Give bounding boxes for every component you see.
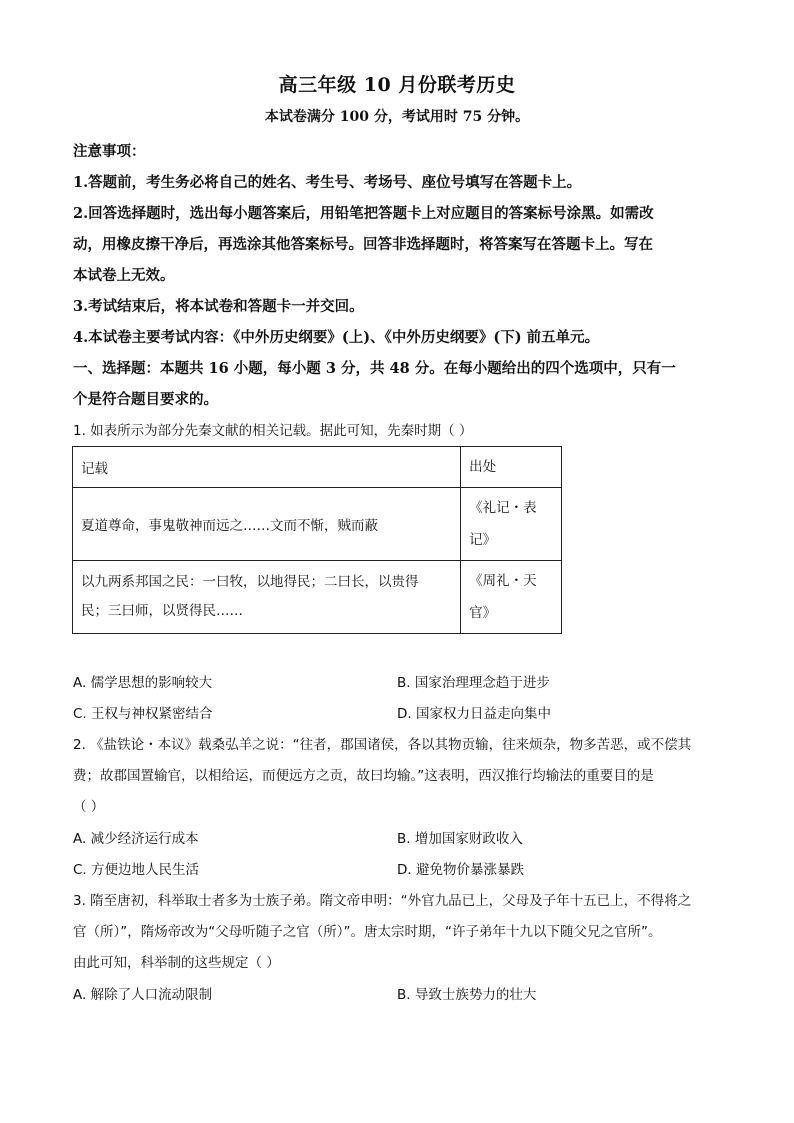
q1-option-d: D. 国家权力日益走向集中: [397, 706, 551, 722]
exam-title: 高三年级 10 月份联考历史: [278, 74, 516, 96]
notice-item-2-line-3: 本试卷上无效。: [73, 267, 175, 284]
q3-stem-line-2: 官（所）”，隋炀帝改为“父母听随子之官（所）”。唐太宗时期，“许子弟年十九以下随父兄之官所”。: [73, 924, 662, 940]
q2-option-c: C. 方便边地人民生活: [73, 862, 200, 878]
record-line: 民；三曰师，以贤得民……: [81, 603, 243, 619]
table-header-source: 出处: [461, 447, 562, 488]
source-line: 记》: [469, 532, 497, 548]
section-heading-line-1: 一、选择题：本题共 16 小题，每小题 3 分，共 48 分。在每小题给出的四个选项中，只有一: [73, 360, 676, 377]
q2-stem-line-1: 2. 《盐铁论・本议》载桑弘羊之说：“往者，郡国诸侯，各以其物贡输，往来烦杂，物多苦恶，或不偿其: [73, 737, 692, 753]
q3-option-b: B. 导致士族势力的壮大: [397, 987, 537, 1003]
table-cell-record: 夏道尊命，事鬼敬神而远之……文而不惭，贼而蔽: [73, 488, 461, 561]
notice-heading: 注意事项：: [73, 143, 146, 160]
q1-option-b: B. 国家治理理念趋于进步: [397, 675, 550, 691]
source-line: 官》: [469, 605, 497, 621]
section-heading-line-2: 个是符合题目要求的。: [73, 391, 218, 408]
q3-stem-line-1: 3. 隋至唐初，科举取士者多为士族子弟。隋文帝申明：“外官九品已上，父母及子年十五已上，不得将之: [73, 893, 692, 909]
source-line: 《礼记・表: [469, 500, 537, 516]
table-cell-record: [73, 561, 461, 634]
q1-option-a: A. 儒学思想的影响较大: [73, 675, 213, 691]
record-line: 以九两系邦国之民：一曰牧，以地得民；二曰长，以贵得: [81, 574, 419, 590]
q1-option-c: C. 王权与神权紧密结合: [73, 706, 213, 722]
source-line: 《周礼・天: [469, 573, 537, 589]
table-row: [73, 488, 562, 561]
q3-option-a: A. 解除了人口流动限制: [73, 987, 213, 1003]
table-cell-source: [461, 488, 562, 561]
q2-stem-line-3: （ ）: [73, 799, 105, 815]
notice-item-2-line-2: 动，用橡皮擦干净后，再选涂其他答案标号。回答非选择题时，将答案写在答题卡上。写在: [73, 236, 653, 253]
table-header-row: [73, 447, 562, 488]
q2-option-b: B. 增加国家财政收入: [397, 831, 523, 847]
q3-stem-line-3: 由此可知，科举制的这些规定（ ）: [73, 955, 280, 971]
q2-stem-line-2: 费；故郡国置输官，以相给运，而便远方之贡，故曰均输。”这表明，西汉推行均输法的重要目的是: [73, 768, 654, 784]
q1-stem: 1. 如表所示为部分先秦文献的相关记载。据此可知，先秦时期（ ）: [73, 423, 473, 439]
q1-table: [72, 446, 562, 634]
table-row: [73, 561, 562, 634]
table-header-record: 记载: [73, 447, 461, 488]
notice-item-3: 3.考试结束后，将本试卷和答题卡一并交回。: [73, 298, 364, 315]
table-cell-source: [461, 561, 562, 634]
exam-subtitle: 本试卷满分 100 分，考试用时 75 分钟。: [264, 109, 530, 125]
q2-option-a: A. 减少经济运行成本: [73, 831, 199, 847]
notice-item-2-line-1: 2.回答选择题时，选出每小题答案后，用铅笔把答题卡上对应题目的答案标号涂黑。如需改: [73, 205, 654, 222]
notice-item-4: 4.本试卷主要考试内容：《中外历史纲要》(上)、《中外历史纲要》(下) 前五单元。: [73, 329, 600, 346]
notice-item-1: 1.答题前，考生务必将自己的姓名、考生号、考场号、座位号填写在答题卡上。: [73, 174, 582, 191]
q2-option-d: D. 避免物价暴涨暴跌: [397, 862, 524, 878]
